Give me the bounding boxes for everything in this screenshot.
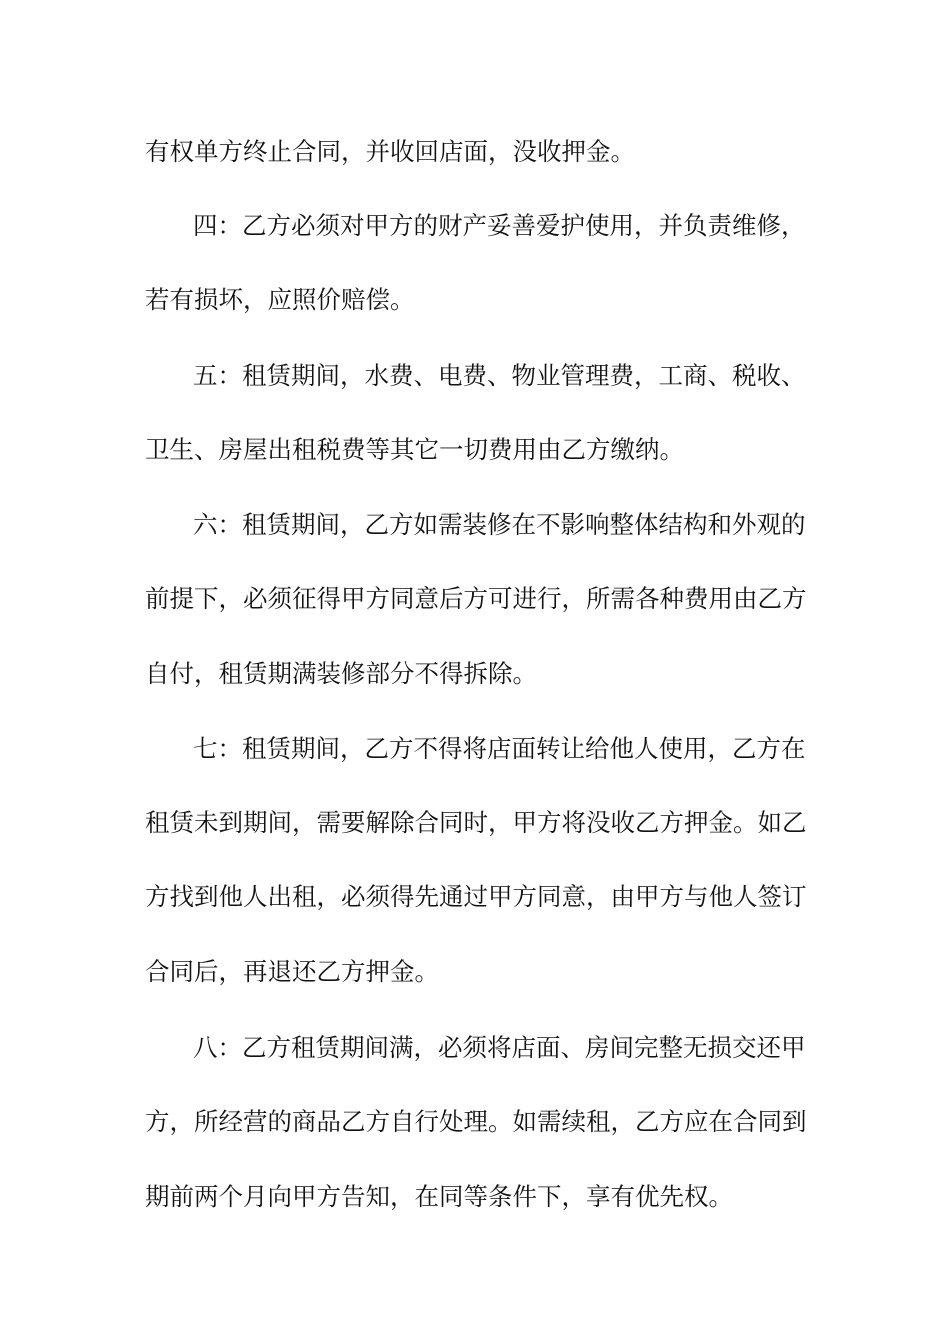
clause-6-line: 六：租赁期间，乙方如需装修在不影响整体结构和外观的 <box>193 510 806 539</box>
clause-8-line: 八：乙方租赁期间满，必须将店面、房间完整无损交还甲 <box>193 1033 806 1062</box>
clause-4-line: 四：乙方必须对甲方的财产妥善爱护使用，并负责维修， <box>193 211 806 240</box>
text-line: 卫生、房屋出租税费等其它一切费用由乙方缴纳。 <box>145 435 684 464</box>
text-line: 方找到他人出租，必须得先通过甲方同意，由甲方与他人签订 <box>145 882 807 911</box>
text-line: 自付，租赁期满装修部分不得拆除。 <box>145 659 537 688</box>
text-line: 租赁未到期间，需要解除合同时，甲方将没收乙方押金。如乙 <box>145 808 807 837</box>
text-line: 若有损坏，应照价赔偿。 <box>145 285 415 314</box>
clause-7-line: 七：租赁期间，乙方不得将店面转让给他人使用，乙方在 <box>193 734 806 763</box>
text-line: 合同后，再退还乙方押金。 <box>145 957 439 986</box>
text-line: 有权单方终止合同，并收回店面，没收押金。 <box>145 137 635 166</box>
clause-5-line: 五：租赁期间，水费、电费、物业管理费，工商、税收、 <box>193 361 806 390</box>
text-line: 期前两个月向甲方告知，在同等条件下，享有优先权。 <box>145 1182 733 1211</box>
text-line: 方，所经营的商品乙方自行处理。如需续租，乙方应在合同到 <box>145 1107 807 1136</box>
text-line: 前提下，必须征得甲方同意后方可进行，所需各种费用由乙方 <box>145 584 807 613</box>
